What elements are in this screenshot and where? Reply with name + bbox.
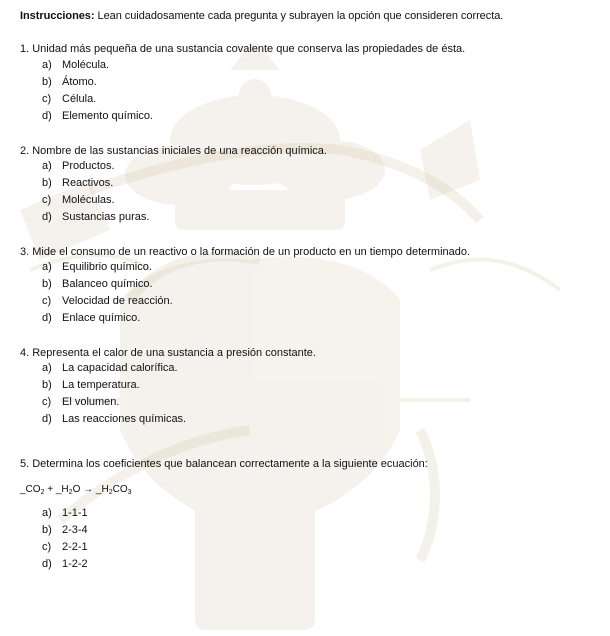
- option-2c[interactable]: c) Moléculas.: [42, 194, 115, 206]
- options-question-5: [42, 505, 88, 573]
- question-3: 3. Mide el consumo de un reactivo o la formación de un producto en un tiempo determinado.: [20, 246, 471, 258]
- options-question-3: [42, 259, 173, 327]
- option-1d[interactable]: d) Elemento químico.: [42, 110, 154, 122]
- options-question-4: [42, 360, 186, 428]
- option-3a[interactable]: a) Equilibrio químico.: [42, 261, 152, 273]
- option-1c[interactable]: c) Célula.: [42, 93, 97, 105]
- instructions-label: Instrucciones:: [20, 10, 95, 22]
- options-question-1: [42, 57, 153, 125]
- option-2d[interactable]: d) Sustancias puras.: [42, 211, 150, 223]
- option-5d[interactable]: d) 1-2-2: [42, 558, 88, 570]
- option-5b[interactable]: b) 2-3-4: [42, 524, 88, 536]
- option-3d[interactable]: d) Enlace químico.: [42, 312, 141, 324]
- chemical-equation: $\_CO_2$ + $\_H_2O$ → $\_H_2CO_3$: [20, 484, 132, 496]
- option-2a[interactable]: a) Productos.: [42, 160, 115, 172]
- option-1b[interactable]: b) Átomo.: [42, 76, 97, 88]
- option-5a[interactable]: a) 1-1-1: [42, 507, 88, 519]
- question-5: 5. Determina los coeficientes que balancean correctamente a la siguiente ecuación:: [20, 458, 428, 470]
- option-3c[interactable]: c) Velocidad de reacción.: [42, 295, 173, 307]
- question-2: 2. Nombre de las sustancias iniciales de una reacción química.: [20, 145, 327, 157]
- option-5c[interactable]: c) 2-2-1: [42, 541, 88, 553]
- option-4a[interactable]: a) La capacidad calorífica.: [42, 362, 178, 374]
- option-4b[interactable]: b) La temperatura.: [42, 379, 140, 391]
- options-question-2: [42, 158, 149, 226]
- option-4c[interactable]: c) El volumen.: [42, 396, 120, 408]
- option-1a[interactable]: a) Molécula.: [42, 59, 110, 71]
- instructions-text: Lean cuidadosamente cada pregunta y subrayen la opción que consideren correcta.: [94, 10, 504, 22]
- option-2b[interactable]: b) Reactivos.: [42, 177, 114, 189]
- option-4d[interactable]: d) Las reacciones químicas.: [42, 413, 187, 425]
- question-4: 4. Representa el calor de una sustancia a presión constante.: [20, 347, 316, 359]
- option-3b[interactable]: b) Balanceo químico.: [42, 278, 153, 290]
- instructions: [20, 10, 503, 22]
- reaction-arrow-icon: →: [83, 484, 94, 495]
- question-1: 1. Unidad más pequeña de una sustancia covalente que conserva las propiedades de ésta.: [20, 43, 466, 55]
